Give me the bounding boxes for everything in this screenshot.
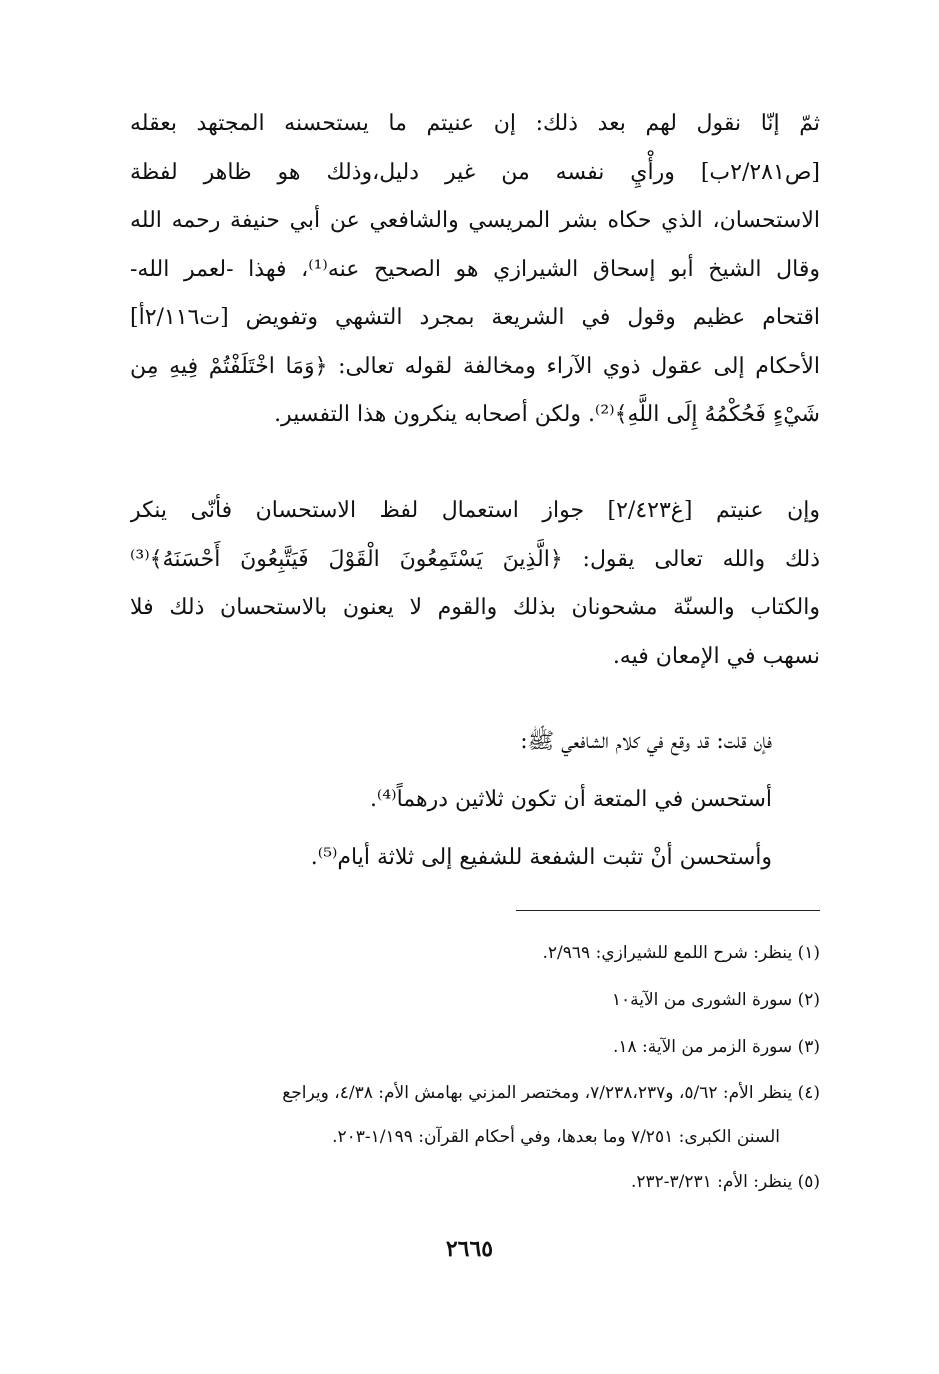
text-line: وإن عنيتم [غ٢/٤٢٣] جواز استعمال لفظ الاستحسان فأنّى ينكر <box>130 498 820 523</box>
footnote: (٢) سورة الشورى من الآية١٠ <box>611 990 820 1010</box>
text-line: اقتحام عظيم وقول في الشريعة بمجرد التشهي وتفويض [ت٢/١١٦أ] <box>130 305 820 330</box>
text-line: الاستحسان، الذي حكاه بشر المريسي والشافعي عن أبي حنيفة رحمه الله <box>130 208 820 233</box>
text-line: الأحكام إلى عقول ذوي الآراء ومخالفة لقوله تعالى: ﴿وَمَا اخْتَلَفْتُمْ فِيهِ مِن <box>130 353 820 379</box>
footnote-continuation: السنن الكبرى: ٧/٢٥١ وما بعدها، وفي أحكام القرآن: ١/١٩٩-٢٠٣. <box>332 1127 780 1147</box>
text-line: شَيْءٍ فَحُكْمُهُ إِلَى اللَّهِ﴾⁽²⁾. ولكن أصحابه ينكرون هذا التفسير. <box>274 402 820 427</box>
footnote: (٤) ينظر الأم: ٥/٦٢، و٧/٢٣٨،٢٣٧، ومختصر المزني بهامش الأم: ٤/٣٨، ويراجع <box>282 1083 820 1103</box>
text-line: ثمّ إنّا نقول لهم بعد ذلك: إن عنيتم ما يستحسنه المجتهد بعقله <box>130 111 820 136</box>
footnotes <box>134 930 820 1206</box>
text-line: وقال الشيخ أبو إسحاق الشيرازي هو الصحيح عنه⁽¹⁾، فهذا -لعمر الله- <box>130 256 820 282</box>
page-number: ٢٦٦٥ <box>445 1236 494 1262</box>
footnote: (٣) سورة الزمر من الآية: ١٨. <box>612 1037 820 1057</box>
footnote-divider <box>516 910 820 911</box>
footnote: (١) ينظر: شرح اللمع للشيرازي: ٢/٩٦٩. <box>542 943 820 963</box>
footnote: (٥) ينظر: الأم: ٣/٢٣١-٢٣٢. <box>630 1172 820 1192</box>
text-line: فإن قلت: قد وقع في كلام الشافعي ﷺ: <box>520 729 772 754</box>
text-line: ذلك والله تعالى يقول: ﴿الَّذِينَ يَسْتَمِعُونَ الْقَوْلَ فَيَتَّبِعُونَ أَحْسَنَهُ﴾⁽³⁾ <box>130 546 820 572</box>
text-line: [ص٢/٢٨١ب] ورأْيِ نفسه من غير دليل،وذلك هو ظاهر لفظة <box>130 159 820 185</box>
text-line: والكتاب والسنّة مشحونان بذلك والقوم لا يعنون بالاستحسان ذلك فلا <box>130 595 820 620</box>
paragraph-1 <box>130 100 820 440</box>
paragraph-3 <box>130 713 820 887</box>
text-line: أستحسن في المتعة أن تكون ثلاثين درهماً⁽⁴⁾. <box>369 787 772 812</box>
text-line: نسهب في الإمعان فيه. <box>612 643 820 669</box>
paragraph-2 <box>130 487 820 681</box>
text-line: وأستحسن أنْ تثبت الشفعة للشفيع إلى ثلاثة أيام⁽⁵⁾. <box>310 845 772 870</box>
